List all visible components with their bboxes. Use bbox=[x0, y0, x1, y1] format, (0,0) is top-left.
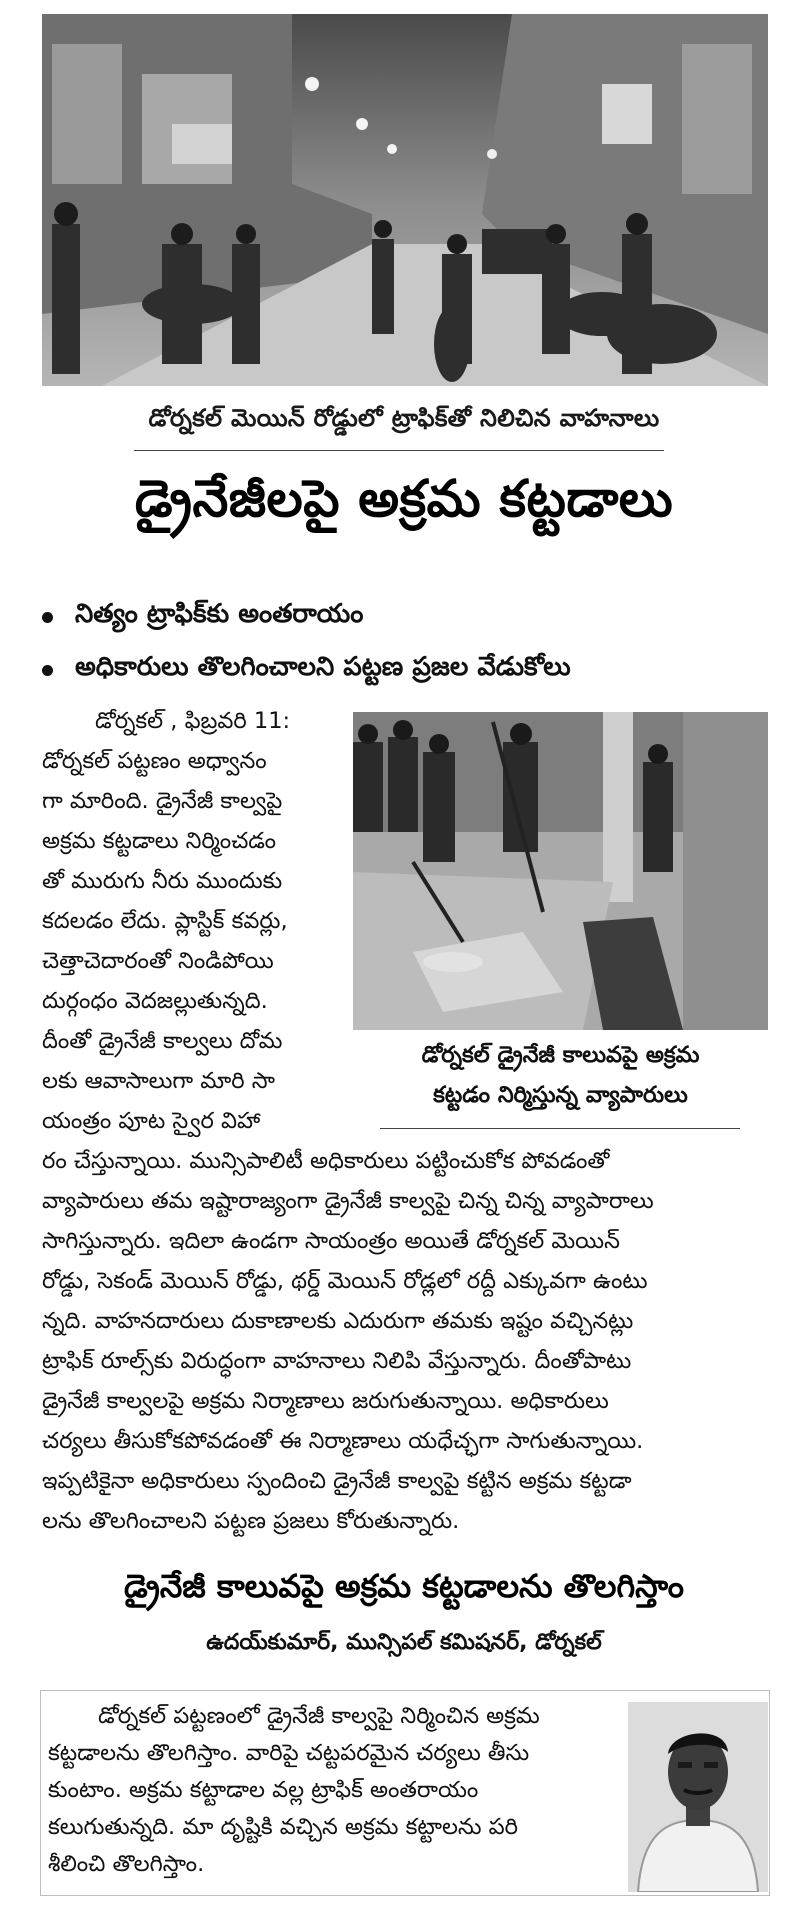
inset-caption-line: కట్టడం నిర్మిస్తున్న వ్యాపారులు bbox=[433, 1082, 688, 1108]
article-line: కదలడం లేదు. ప్లాస్టిక్ కవర్లు, bbox=[42, 908, 288, 934]
inset-caption-line: డోర్నకల్ డ్రైనేజీ కాలువపై అక్రమ bbox=[421, 1042, 700, 1068]
article-line: చర్యలు తీసుకోకపోవడంతో ఈ నిర్మాణాలు యధేచ్ఛగా సాగుతున్నాయి. bbox=[42, 1428, 644, 1454]
bullet-text: అధికారులు తొలగించాలని పట్టణ ప్రజల వేడుకోలు bbox=[75, 652, 571, 682]
article-line: డోర్నకల్ , ఫిబ్రవరి 11: bbox=[95, 708, 291, 734]
article-line: డోర్నకల్ పట్టణం అధ్వానం bbox=[42, 748, 267, 774]
bullet-dot-icon bbox=[42, 612, 53, 623]
article-line: ఇప్పటికైనా అధికారులు స్పందించి డ్రైనేజీ కాల్వపై కట్టిన అక్రమ కట్టడా bbox=[42, 1468, 632, 1494]
article-line: రం చేస్తున్నాయి. మున్సిపాలిటీ అధికారులు పట్టించుకోక పోవడంతో bbox=[42, 1148, 610, 1174]
top-photo-caption: డోర్నకల్ మెయిన్ రోడ్డులో ట్రాఫిక్‌తో నిలిచిన వాహనాలు bbox=[148, 404, 660, 432]
article-line: యంత్రం పూట స్వైర విహా bbox=[42, 1108, 261, 1134]
quote-line: శీలించి తొలగిస్తాం. bbox=[48, 1851, 205, 1877]
article-line: లకు ఆవాసాలుగా మారి సా bbox=[42, 1068, 276, 1094]
quote-line: డోర్నకల్ పట్టణంలో డ్రైనేజీ కాల్వపై నిర్మించిన అక్రమ bbox=[98, 1703, 540, 1729]
article-line: అక్రమ కట్టడాలు నిర్మించడం bbox=[42, 828, 277, 854]
article-line: రోడ్డు, సెకండ్ మెయిన్ రోడ్డు, థర్డ్ మెయిన్ రోడ్లలో రద్దీ ఎక్కువగా ఉంటు bbox=[42, 1268, 648, 1294]
byline: ఉదయ్‌కుమార్, మున్సిపల్ కమిషనర్, డోర్నకల్ bbox=[206, 1630, 602, 1655]
quote-line: కుంటాం. అక్రమ కట్టాడాల వల్ల ట్రాఫిక్ అంతరాయం bbox=[48, 1777, 479, 1803]
quote-line: కట్టడాలను తొలగిస్తాం. వారిపై చట్టపరమైన చర్యలు తీసు bbox=[48, 1740, 530, 1766]
article-line: దుర్గంధం వెదజల్లుతున్నది. bbox=[42, 988, 268, 1014]
bullet-point bbox=[42, 599, 363, 635]
bullet-dot-icon bbox=[42, 665, 53, 676]
bullet-text: నిత్యం ట్రాఫిక్‌కు అంతరాయం bbox=[75, 599, 364, 629]
article-line: వ్యాపారులు తమ ఇష్టారాజ్యంగా డ్రైనేజీ కాల్వపై చిన్న చిన్న వ్యాపారాలు bbox=[42, 1188, 654, 1214]
article-line: లను తొలగించాలని పట్టణ ప్రజలు కోరుతున్నారు. bbox=[42, 1508, 460, 1534]
commissioner-portrait bbox=[628, 1702, 768, 1892]
inset-photo-caption bbox=[353, 1035, 768, 1115]
bullet-point bbox=[42, 652, 571, 688]
subheadline: డ్రైనేజీ కాలువపై అక్రమ కట్టడాలను తొలగిస్తాం bbox=[123, 1567, 685, 1605]
quote-line: కలుగుతున్నది. మా దృష్టికి వచ్చిన అక్రమ కట్టాలను పరి bbox=[48, 1814, 519, 1840]
article-line: గా మారింది. డ్రైనేజీ కాల్వపై bbox=[42, 788, 283, 814]
drainage-construction-photo bbox=[353, 712, 768, 1030]
article-line: దీంతో డ్రైనేజీ కాల్వలు దోమ bbox=[42, 1028, 283, 1054]
caption-divider bbox=[134, 450, 664, 451]
article-line: చెత్తాచెదారంతో నిండిపోయి bbox=[42, 948, 274, 974]
article-line: సాగిస్తున్నారు. ఇదిలా ఉండగా సాయంత్రం అయితే డోర్నకల్ మెయిన్ bbox=[42, 1228, 620, 1254]
article-line: ట్రాఫిక్ రూల్స్‌కు విరుద్ధంగా వాహనాలు నిలిపి వేస్తున్నారు. దీంతోపాటు bbox=[42, 1348, 632, 1374]
headline: డ్రైనేజీలపై అక్రమ కట్టడాలు bbox=[134, 470, 674, 529]
article-line: తో మురుగు నీరు ముందుకు bbox=[42, 868, 283, 894]
street-traffic-photo bbox=[42, 14, 768, 386]
article-line: డ్రైనేజీ కాల్వలపై అక్రమ నిర్మాణాలు జరుగుతున్నాయి. అధికారులు bbox=[42, 1388, 609, 1414]
inset-caption-divider bbox=[380, 1128, 740, 1129]
article-line: న్నది. వాహనదారులు దుకాణాలకు ఎదురుగా తమకు ఇష్టం వచ్చినట్లు bbox=[42, 1308, 634, 1334]
